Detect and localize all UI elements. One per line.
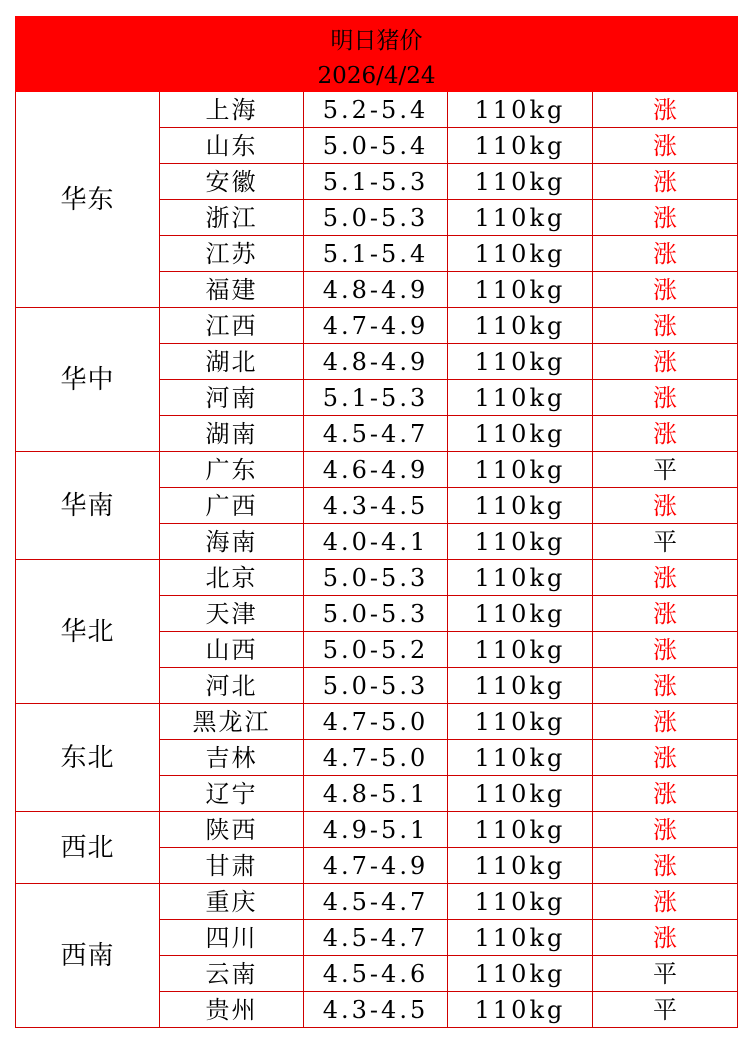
- weight-standard: 110kg: [448, 344, 593, 380]
- weight-standard: 110kg: [448, 596, 593, 632]
- province-name: 上海: [160, 92, 304, 128]
- table-row: [16, 308, 738, 344]
- table-row: [16, 812, 738, 848]
- province-name: 湖北: [160, 344, 304, 380]
- table-row: [16, 452, 738, 488]
- weight-standard: 110kg: [448, 164, 593, 200]
- trend-indicator: 涨: [593, 812, 738, 848]
- trend-indicator: 涨: [593, 776, 738, 812]
- province-name: 海南: [160, 524, 304, 560]
- weight-standard: 110kg: [448, 776, 593, 812]
- trend-indicator: 涨: [593, 740, 738, 776]
- weight-standard: 110kg: [448, 488, 593, 524]
- trend-indicator: 涨: [593, 164, 738, 200]
- price-range: 4.0-4.1: [304, 524, 448, 560]
- region-name: 东北: [16, 704, 160, 812]
- weight-standard: 110kg: [448, 200, 593, 236]
- trend-indicator: 涨: [593, 560, 738, 596]
- price-range: 5.0-5.3: [304, 596, 448, 632]
- weight-standard: 110kg: [448, 128, 593, 164]
- weight-standard: 110kg: [448, 524, 593, 560]
- weight-standard: 110kg: [448, 560, 593, 596]
- trend-indicator: 平: [593, 956, 738, 992]
- province-name: 北京: [160, 560, 304, 596]
- region-name: 华东: [16, 92, 160, 308]
- province-name: 湖南: [160, 416, 304, 452]
- region-name: 华北: [16, 560, 160, 704]
- price-range: 4.7-5.0: [304, 704, 448, 740]
- province-name: 重庆: [160, 884, 304, 920]
- region-name: 西南: [16, 884, 160, 1028]
- trend-indicator: 涨: [593, 848, 738, 884]
- price-range: 4.8-4.9: [304, 272, 448, 308]
- weight-standard: 110kg: [448, 92, 593, 128]
- province-name: 贵州: [160, 992, 304, 1028]
- weight-standard: 110kg: [448, 812, 593, 848]
- weight-standard: 110kg: [448, 452, 593, 488]
- weight-standard: 110kg: [448, 632, 593, 668]
- trend-indicator: 涨: [593, 92, 738, 128]
- weight-standard: 110kg: [448, 308, 593, 344]
- price-range: 4.8-4.9: [304, 344, 448, 380]
- date-row: [16, 61, 738, 92]
- weight-standard: 110kg: [448, 920, 593, 956]
- weight-standard: 110kg: [448, 704, 593, 740]
- weight-standard: 110kg: [448, 956, 593, 992]
- province-name: 陕西: [160, 812, 304, 848]
- page-date: 2026/4/24: [16, 61, 738, 92]
- price-range: 4.7-5.0: [304, 740, 448, 776]
- price-range: 5.0-5.3: [304, 200, 448, 236]
- trend-indicator: 平: [593, 992, 738, 1028]
- province-name: 浙江: [160, 200, 304, 236]
- trend-indicator: 涨: [593, 596, 738, 632]
- table-row: [16, 704, 738, 740]
- trend-indicator: 涨: [593, 668, 738, 704]
- trend-indicator: 涨: [593, 380, 738, 416]
- price-range: 4.7-4.9: [304, 308, 448, 344]
- trend-indicator: 涨: [593, 920, 738, 956]
- trend-indicator: 涨: [593, 884, 738, 920]
- price-range: 4.7-4.9: [304, 848, 448, 884]
- province-name: 辽宁: [160, 776, 304, 812]
- weight-standard: 110kg: [448, 668, 593, 704]
- province-name: 甘肃: [160, 848, 304, 884]
- province-name: 广东: [160, 452, 304, 488]
- province-name: 天津: [160, 596, 304, 632]
- table-row: [16, 560, 738, 596]
- price-range: 4.9-5.1: [304, 812, 448, 848]
- weight-standard: 110kg: [448, 380, 593, 416]
- region-name: 华中: [16, 308, 160, 452]
- price-range: 4.3-4.5: [304, 992, 448, 1028]
- price-range: 5.2-5.4: [304, 92, 448, 128]
- price-range: 4.5-4.7: [304, 416, 448, 452]
- price-range: 5.0-5.3: [304, 560, 448, 596]
- weight-standard: 110kg: [448, 884, 593, 920]
- province-name: 吉林: [160, 740, 304, 776]
- province-name: 福建: [160, 272, 304, 308]
- trend-indicator: 涨: [593, 272, 738, 308]
- table-body: [16, 17, 738, 1028]
- table-row: [16, 884, 738, 920]
- province-name: 江西: [160, 308, 304, 344]
- province-name: 广西: [160, 488, 304, 524]
- trend-indicator: 平: [593, 524, 738, 560]
- price-range: 4.3-4.5: [304, 488, 448, 524]
- province-name: 山东: [160, 128, 304, 164]
- price-range: 5.0-5.3: [304, 668, 448, 704]
- province-name: 河南: [160, 380, 304, 416]
- weight-standard: 110kg: [448, 992, 593, 1028]
- province-name: 山西: [160, 632, 304, 668]
- weight-standard: 110kg: [448, 416, 593, 452]
- price-range: 5.0-5.2: [304, 632, 448, 668]
- trend-indicator: 涨: [593, 128, 738, 164]
- price-range: 5.0-5.4: [304, 128, 448, 164]
- province-name: 四川: [160, 920, 304, 956]
- price-range: 4.8-5.1: [304, 776, 448, 812]
- weight-standard: 110kg: [448, 272, 593, 308]
- province-name: 安徽: [160, 164, 304, 200]
- trend-indicator: 涨: [593, 200, 738, 236]
- weight-standard: 110kg: [448, 848, 593, 884]
- trend-indicator: 涨: [593, 344, 738, 380]
- province-name: 云南: [160, 956, 304, 992]
- price-range: 4.6-4.9: [304, 452, 448, 488]
- price-range: 4.5-4.7: [304, 884, 448, 920]
- region-name: 华南: [16, 452, 160, 560]
- price-range: 5.1-5.4: [304, 236, 448, 272]
- province-name: 河北: [160, 668, 304, 704]
- price-range: 5.1-5.3: [304, 164, 448, 200]
- price-table: [15, 16, 738, 1028]
- price-range: 5.1-5.3: [304, 380, 448, 416]
- table-row: [16, 92, 738, 128]
- page-title: 明日猪价: [16, 17, 738, 61]
- price-range: 4.5-4.7: [304, 920, 448, 956]
- trend-indicator: 涨: [593, 704, 738, 740]
- trend-indicator: 涨: [593, 416, 738, 452]
- trend-indicator: 涨: [593, 632, 738, 668]
- trend-indicator: 涨: [593, 236, 738, 272]
- weight-standard: 110kg: [448, 740, 593, 776]
- title-row: [16, 17, 738, 61]
- province-name: 黑龙江: [160, 704, 304, 740]
- region-name: 西北: [16, 812, 160, 884]
- province-name: 江苏: [160, 236, 304, 272]
- trend-indicator: 平: [593, 452, 738, 488]
- price-range: 4.5-4.6: [304, 956, 448, 992]
- trend-indicator: 涨: [593, 488, 738, 524]
- weight-standard: 110kg: [448, 236, 593, 272]
- trend-indicator: 涨: [593, 308, 738, 344]
